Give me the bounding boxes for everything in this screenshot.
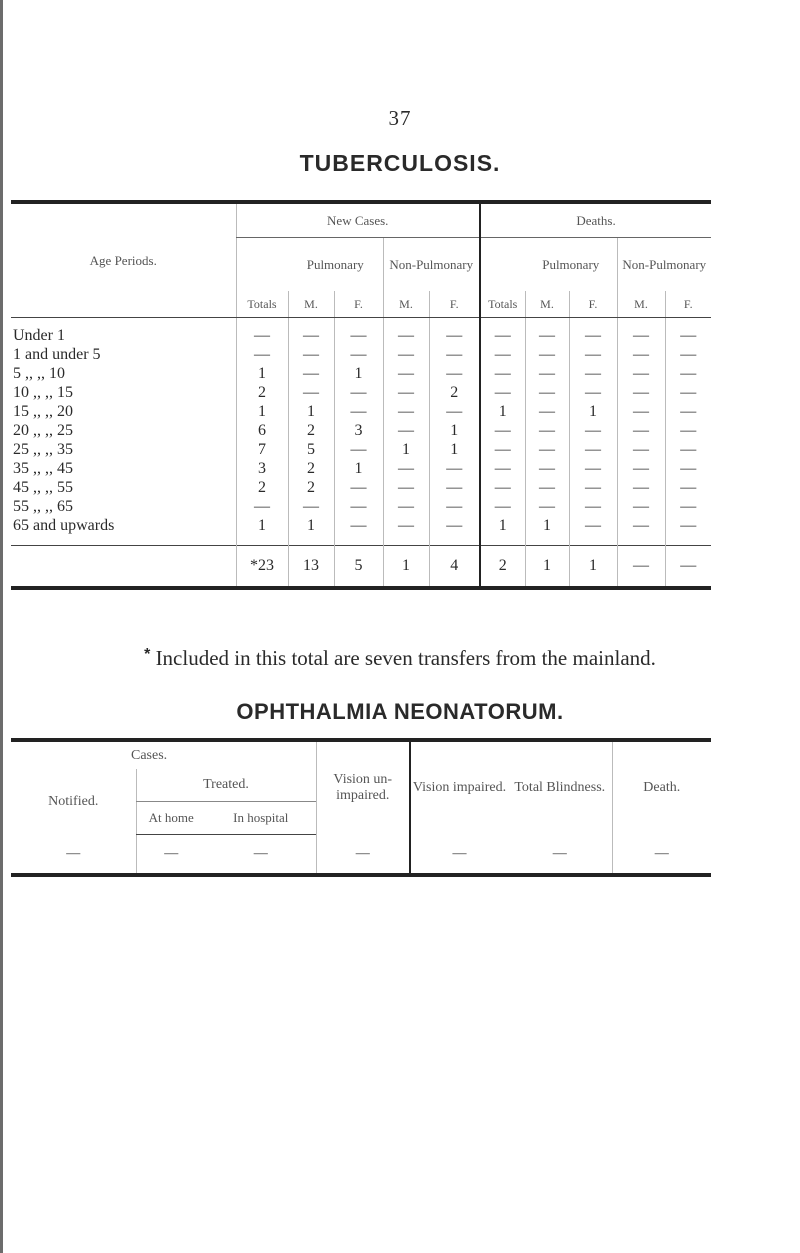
data-cell: — xyxy=(617,497,665,516)
data-cell: — xyxy=(569,440,617,459)
table-row xyxy=(11,383,711,402)
data-cell: — xyxy=(617,402,665,421)
data-cell: — xyxy=(665,383,711,402)
deaths-pulmonary-m-header: M. xyxy=(525,291,569,318)
data-cell: 5 xyxy=(288,440,334,459)
total-cell: *23 xyxy=(236,546,288,589)
data-cell: — xyxy=(236,326,288,345)
deaths-pulmonary-f-header: F. xyxy=(569,291,617,318)
data-cell: — xyxy=(383,421,429,440)
age-period-cell: 35 ,, ,, 45 xyxy=(13,459,73,477)
data-cell: 1 xyxy=(480,402,525,421)
death-value: — xyxy=(612,835,711,876)
data-cell: 2 xyxy=(288,459,334,478)
notified-value: — xyxy=(66,845,81,861)
data-cell: — xyxy=(288,326,334,345)
data-cell: — xyxy=(569,459,617,478)
data-cell: — xyxy=(480,497,525,516)
table-row xyxy=(11,440,711,459)
data-cell: — xyxy=(288,345,334,364)
data-cell: — xyxy=(480,345,525,364)
data-cell: — xyxy=(429,478,480,497)
at-home-header: At home xyxy=(136,802,206,835)
data-cell: — xyxy=(480,440,525,459)
data-cell: — xyxy=(383,516,429,535)
data-cell: — xyxy=(525,402,569,421)
data-cell: 2 xyxy=(236,383,288,402)
tuberculosis-table xyxy=(11,200,711,590)
data-cell: — xyxy=(383,478,429,497)
data-cell: — xyxy=(569,326,617,345)
data-cell: — xyxy=(480,478,525,497)
new-cases-totals-header: Totals xyxy=(236,291,288,318)
data-cell: — xyxy=(569,345,617,364)
age-period-cell: 45 ,, ,, 55 xyxy=(13,478,73,496)
data-cell: — xyxy=(334,497,383,516)
data-cell: — xyxy=(569,364,617,383)
age-period-cell: 1 and under 5 xyxy=(13,345,101,363)
data-cell: — xyxy=(525,345,569,364)
table-row xyxy=(11,402,711,421)
total-cell: 1 xyxy=(569,546,617,589)
total-cell: 13 xyxy=(288,546,334,589)
total-blindness-header: Total Blindness. xyxy=(514,780,606,796)
data-cell: 1 xyxy=(334,364,383,383)
footnote-mark: * xyxy=(144,646,151,663)
data-cell: — xyxy=(569,478,617,497)
data-cell: — xyxy=(665,421,711,440)
total-cell: 4 xyxy=(429,546,480,589)
data-cell: — xyxy=(525,326,569,345)
data-cell: 2 xyxy=(288,421,334,440)
data-cell: — xyxy=(617,459,665,478)
data-cell: — xyxy=(288,383,334,402)
in-hospital-value: — xyxy=(253,846,268,861)
data-cell: — xyxy=(525,421,569,440)
data-cell: — xyxy=(334,345,383,364)
new-cases-non-pulmonary-f-header: F. xyxy=(429,291,480,318)
data-cell: 1 xyxy=(236,516,288,535)
data-cell: — xyxy=(334,516,383,535)
data-cell: 1 xyxy=(236,364,288,383)
new-cases-header: New Cases. xyxy=(236,202,480,238)
data-cell: — xyxy=(383,345,429,364)
data-cell: — xyxy=(525,364,569,383)
total-cell: — xyxy=(617,546,665,589)
vision-impaired-header: Vision impaired. xyxy=(410,740,508,835)
data-cell: 1 xyxy=(525,516,569,535)
data-cell: — xyxy=(288,364,334,383)
page-number: 37 xyxy=(388,106,412,130)
new-cases-non-pulmonary-header: Non-Pulmonary xyxy=(383,238,480,292)
total-cell: 1 xyxy=(525,546,569,589)
age-period-cell: 25 ,, ,, 35 xyxy=(13,440,73,458)
deaths-non-pulmonary-m-header: M. xyxy=(617,291,665,318)
data-cell: — xyxy=(617,478,665,497)
tuberculosis-rows xyxy=(11,326,711,535)
data-cell: 3 xyxy=(236,459,288,478)
data-cell: — xyxy=(429,364,480,383)
data-cell: — xyxy=(569,421,617,440)
data-cell: — xyxy=(665,459,711,478)
data-cell: — xyxy=(617,326,665,345)
deaths-non-pulmonary-header: Non-Pulmonary xyxy=(617,238,711,292)
data-cell: — xyxy=(334,478,383,497)
data-cell: — xyxy=(665,497,711,516)
data-cell: — xyxy=(480,459,525,478)
data-cell: — xyxy=(665,440,711,459)
data-cell: — xyxy=(569,497,617,516)
new-cases-pulmonary-header: Pulmonary xyxy=(306,256,364,272)
data-cell: — xyxy=(665,345,711,364)
data-cell: — xyxy=(525,497,569,516)
data-cell: — xyxy=(429,345,480,364)
data-cell: — xyxy=(525,383,569,402)
data-cell: — xyxy=(569,516,617,535)
data-cell: 2 xyxy=(288,478,334,497)
table-row xyxy=(11,516,711,535)
death-header: Death. xyxy=(612,740,711,835)
table-row xyxy=(11,364,711,383)
data-cell: — xyxy=(617,345,665,364)
data-cell: — xyxy=(429,402,480,421)
notified-header: Notified. xyxy=(48,793,99,809)
data-cell: 1 xyxy=(569,402,617,421)
at-home-value: — xyxy=(136,835,206,876)
ophthalmia-table xyxy=(11,738,711,877)
new-cases-non-pulmonary-m-header: M. xyxy=(383,291,429,318)
data-cell: 2 xyxy=(236,478,288,497)
total-cell: 1 xyxy=(383,546,429,589)
data-cell: — xyxy=(665,326,711,345)
data-cell: — xyxy=(665,516,711,535)
data-cell: — xyxy=(236,497,288,516)
table-row xyxy=(11,421,711,440)
data-cell: — xyxy=(480,364,525,383)
data-cell: — xyxy=(480,383,525,402)
data-cell: 1 xyxy=(429,440,480,459)
header-row-groups xyxy=(11,202,711,238)
data-cell: 3 xyxy=(334,421,383,440)
data-cell: — xyxy=(429,326,480,345)
data-cell: — xyxy=(617,440,665,459)
data-cell: — xyxy=(617,383,665,402)
data-cell: — xyxy=(429,516,480,535)
data-cell: — xyxy=(429,459,480,478)
data-cell: — xyxy=(383,326,429,345)
table-row xyxy=(11,478,711,497)
tuberculosis-title: TUBERCULOSIS. xyxy=(299,150,501,176)
data-cell: — xyxy=(383,402,429,421)
data-cell: — xyxy=(236,345,288,364)
table-row xyxy=(11,326,711,345)
vision-impaired-value: — xyxy=(410,835,508,876)
data-cell: — xyxy=(334,326,383,345)
age-period-cell: 5 ,, ,, 10 xyxy=(13,364,65,382)
total-cell: 2 xyxy=(480,546,525,589)
data-cell: — xyxy=(569,383,617,402)
data-cell: 1 xyxy=(288,402,334,421)
new-cases-pulmonary-m-header: M. xyxy=(288,291,334,318)
table-row xyxy=(11,345,711,364)
data-cell: — xyxy=(617,421,665,440)
deaths-non-pulmonary-f-header: F. xyxy=(665,291,711,318)
page-edge xyxy=(0,0,3,1253)
age-periods-header: Age Periods. xyxy=(11,202,236,318)
data-cell: — xyxy=(617,516,665,535)
data-cell: 1 xyxy=(236,402,288,421)
data-cell: 7 xyxy=(236,440,288,459)
total-cell: 5 xyxy=(334,546,383,589)
total-cell: — xyxy=(665,546,711,589)
new-cases-pulmonary-f-header: F. xyxy=(334,291,383,318)
data-cell: — xyxy=(665,478,711,497)
age-period-cell: 55 ,, ,, 65 xyxy=(13,497,73,515)
table-row xyxy=(11,459,711,478)
age-period-cell: 15 ,, ,, 20 xyxy=(13,402,73,420)
data-cell: — xyxy=(429,497,480,516)
vision-unimpaired-header: Vision un-impaired. xyxy=(316,740,410,835)
data-cell: 1 xyxy=(334,459,383,478)
data-cell: 6 xyxy=(236,421,288,440)
ophthalmia-title: OPHTHALMIA NEONATORUM. xyxy=(236,699,564,724)
footnote xyxy=(0,646,800,671)
data-cell: 1 xyxy=(288,516,334,535)
vision-unimpaired-value: — xyxy=(316,835,410,876)
age-period-cell: 10 ,, ,, 15 xyxy=(13,383,73,401)
data-cell: — xyxy=(383,459,429,478)
age-period-cell: Under 1 xyxy=(13,326,65,344)
data-cell: — xyxy=(665,402,711,421)
data-cell: — xyxy=(525,459,569,478)
data-cell: — xyxy=(383,383,429,402)
footnote-text: Included in this total are seven transfers from the mainland. xyxy=(155,646,656,670)
data-cell: — xyxy=(334,440,383,459)
data-cell: — xyxy=(525,440,569,459)
data-cell: — xyxy=(383,497,429,516)
data-cell: — xyxy=(617,364,665,383)
table-row xyxy=(11,497,711,516)
data-cell: 1 xyxy=(429,421,480,440)
ophthalmia-values-row xyxy=(11,835,711,876)
deaths-header: Deaths. xyxy=(480,202,711,238)
data-cell: — xyxy=(383,364,429,383)
deaths-pulmonary-header: Pulmonary xyxy=(542,256,600,272)
data-cell: — xyxy=(288,497,334,516)
data-cell: 1 xyxy=(383,440,429,459)
cases-header: Cases. xyxy=(131,747,168,763)
data-cell: 2 xyxy=(429,383,480,402)
data-cell: — xyxy=(334,402,383,421)
data-cell: — xyxy=(665,364,711,383)
data-cell: — xyxy=(525,478,569,497)
data-cell: — xyxy=(334,383,383,402)
in-hospital-header: In hospital xyxy=(206,802,316,835)
data-cell: — xyxy=(480,326,525,345)
treated-header: Treated. xyxy=(136,769,316,802)
deaths-totals-header: Totals xyxy=(480,291,525,318)
age-period-cell: 65 and upwards xyxy=(13,516,115,534)
total-blindness-value: — xyxy=(552,845,567,861)
data-cell: — xyxy=(480,421,525,440)
data-cell: 1 xyxy=(480,516,525,535)
age-period-cell: 20 ,, ,, 25 xyxy=(13,421,73,439)
totals-row xyxy=(11,546,711,589)
